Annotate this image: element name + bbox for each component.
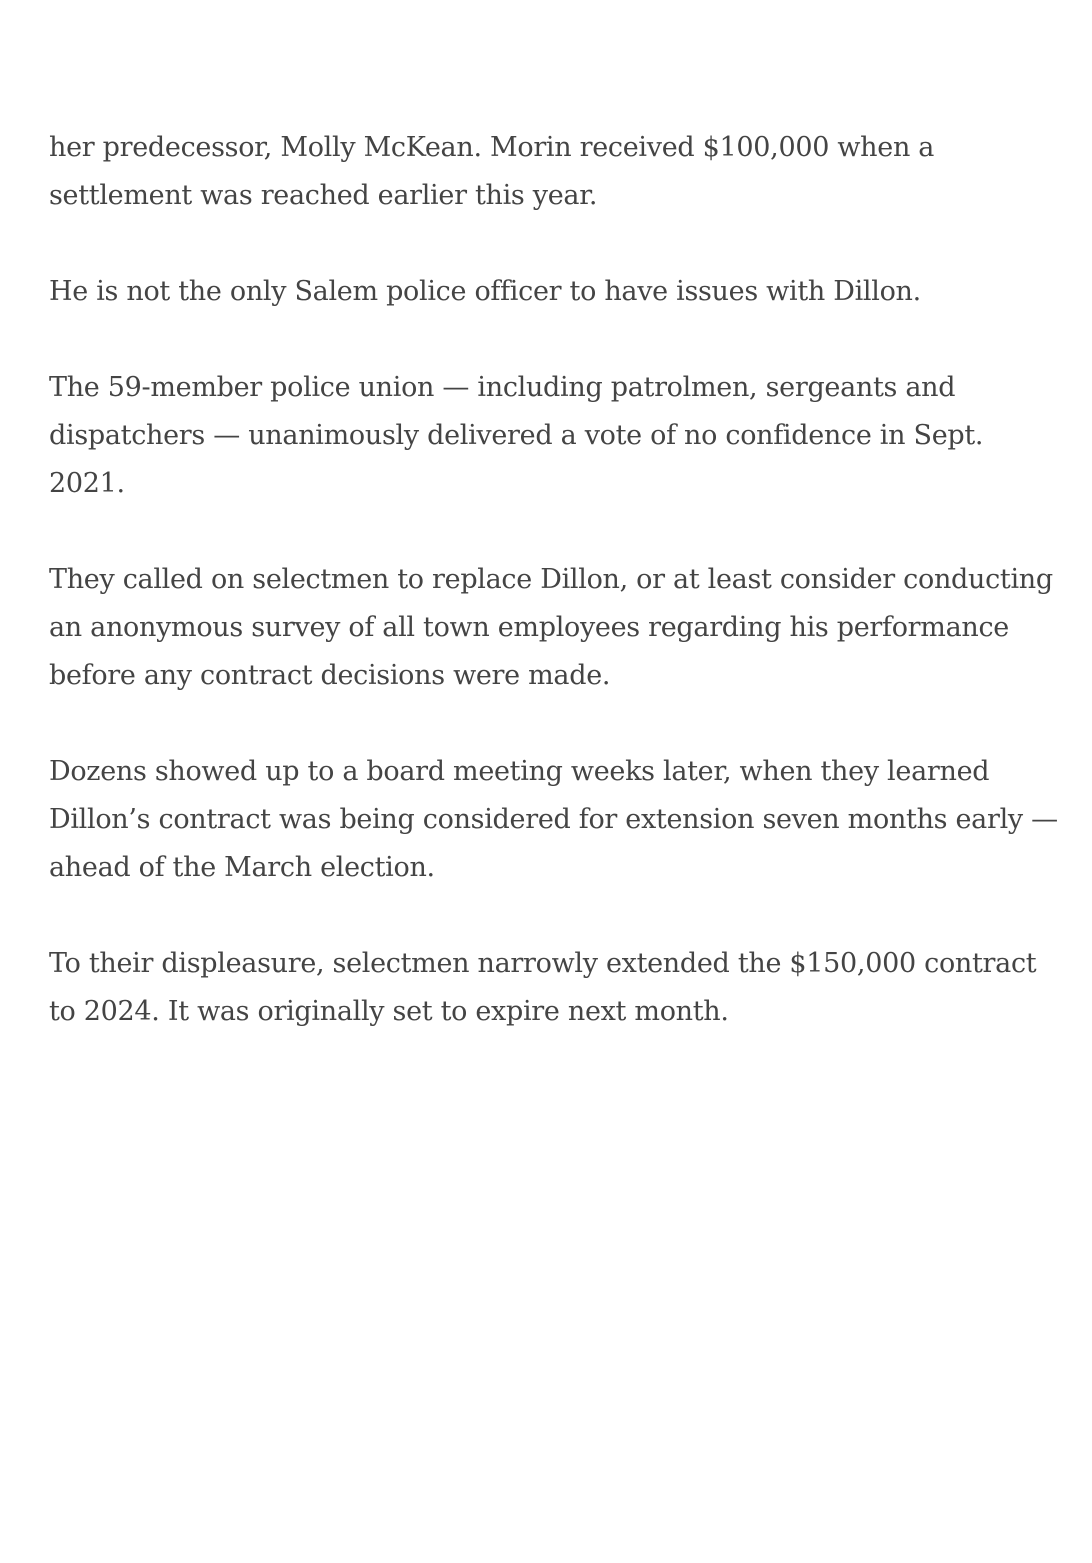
paragraph-3: The 59-member police union — including patrolmen, sergeants and dispatchers — unanimously delivered a vote of no confidence in Sept. 2021. [49,372,984,499]
paragraph-1: her predecessor, Molly McKean. Morin received $100,000 when a settlement was reached earlier this year. [49,132,935,211]
paragraph-5: Dozens showed up to a board meeting weeks later, when they learned Dillon’s contract was being considered for extension seven months early — ahead of the March election. [49,756,1058,883]
paragraph-2: He is not the only Salem police officer to have issues with Dillon. [49,276,921,307]
article-body [49,124,1059,1084]
paragraph-4: They called on selectmen to replace Dillon, or at least consider conducting an anonymous survey of all town employees regarding his performance before any contract decisions were made. [49,564,1053,691]
paragraph-6: To their displeasure, selectmen narrowly extended the $150,000 contract to 2024. It was originally set to expire next month. [49,948,1037,1027]
